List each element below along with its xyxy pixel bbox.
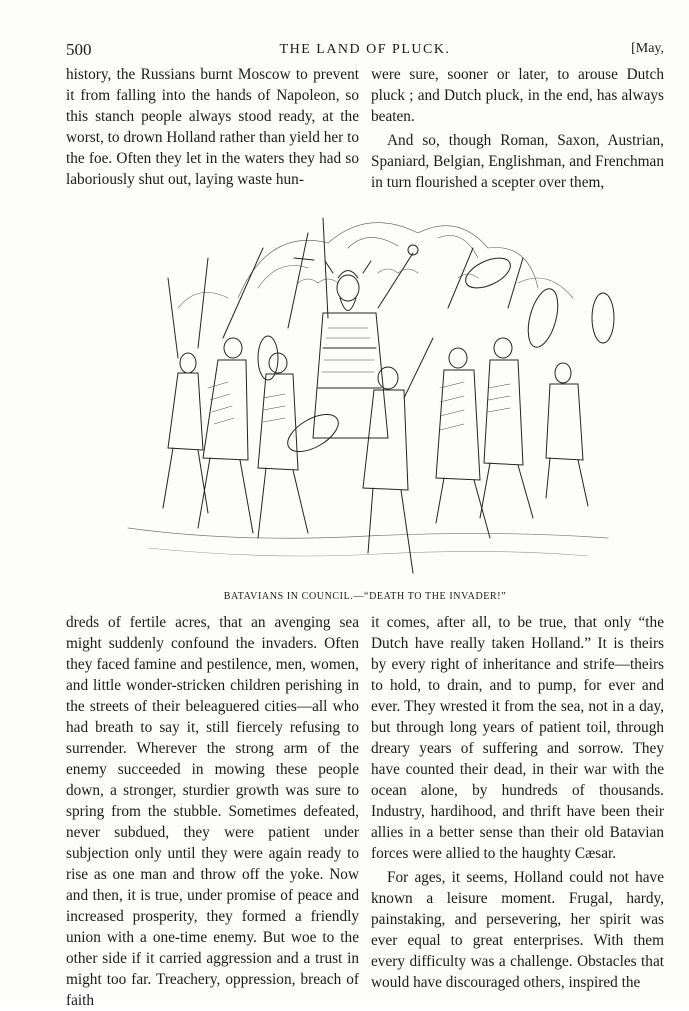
raised-weapons [168, 218, 523, 358]
paragraph: dreds of fertile acres, that an avenging sea might suddenly confound the invaders. Often they faced famine and pestilence, men, women, and little wonder-stricken children perishing in the streets of their beleaguered cities—all who had breath to say it, still fiercely refusing to surrender. Wherever the strong arm of the enemy succeeded in mowing these people down, a stronger, sturdier growth was sure to spring from the stubble. Sometimes defeated, never subdued, they were patient under subjection only until they were again ready to rise as one man and throw off the yoke. Now and then, it is true, under promise of peace and increased prosperity, they formed a friendly union with a one-time enemy. But woe to the other side if it carried aggression and a trust in might too far. Treachery, oppression, breach of faith [66, 614, 359, 1009]
paragraph: it comes, after all, to be true, that only “the Dutch have really taken Holland.” It is theirs by every right of inheritance and strife—theirs to hold, to drain, and to pump, for ever and ever. They wrested it from the sea, not in a day, but through long years of patient toil, through dreary years of suffering and sorrow. They have counted their dead, in their war with the ocean alone, by hundreds of thousands. Industry, hardihood, and thrift have been their allies in a better sense than their old Batavian forces were allied to the haughty Cæsar. [371, 614, 664, 862]
paragraph: And so, though Roman, Saxon, Austrian, Spaniard, Belgian, Englishman, and Frenchman in turn flourished a scepter over them, [371, 132, 664, 191]
page-number: 500 [66, 40, 92, 59]
foliage-background [178, 223, 573, 308]
column-top-left [66, 64, 359, 190]
engraving-batavians-in-council [118, 188, 616, 588]
chieftain-figure [313, 261, 388, 438]
paragraph: history, the Russians burnt Moscow to prevent it from falling into the hands of Napoleon, so this stanch people always stood ready, at the worst, to drown Holland rather than yield her to the foe. Often they let in the waters they had so laboriously shut out, laying waste hun- [66, 66, 359, 188]
running-month: [May, [631, 41, 664, 56]
running-head [66, 40, 664, 62]
paragraph: For ages, it seems, Holland could not have known a leisure moment. Frugal, hardy, painstaking, and persevering, her spirit was ever equal to great enterprises. With them every difficulty was a challenge. Obstacles that would have discouraged others, inspired the [371, 869, 664, 991]
warrior-figures [163, 338, 588, 573]
hatching [208, 328, 510, 430]
column-bottom-right [371, 612, 664, 993]
shields [258, 252, 614, 459]
column-bottom-left [66, 612, 359, 1011]
column-top-right [371, 64, 664, 193]
running-title: THE LAND OF PLUCK. [279, 42, 451, 57]
figure-caption: BATAVIANS IN COUNCIL.—“DEATH TO THE INVADER!” [223, 591, 507, 602]
paragraph: were sure, sooner or later, to arouse Dutch pluck ; and Dutch pluck, in the end, has always beaten. [371, 66, 664, 125]
